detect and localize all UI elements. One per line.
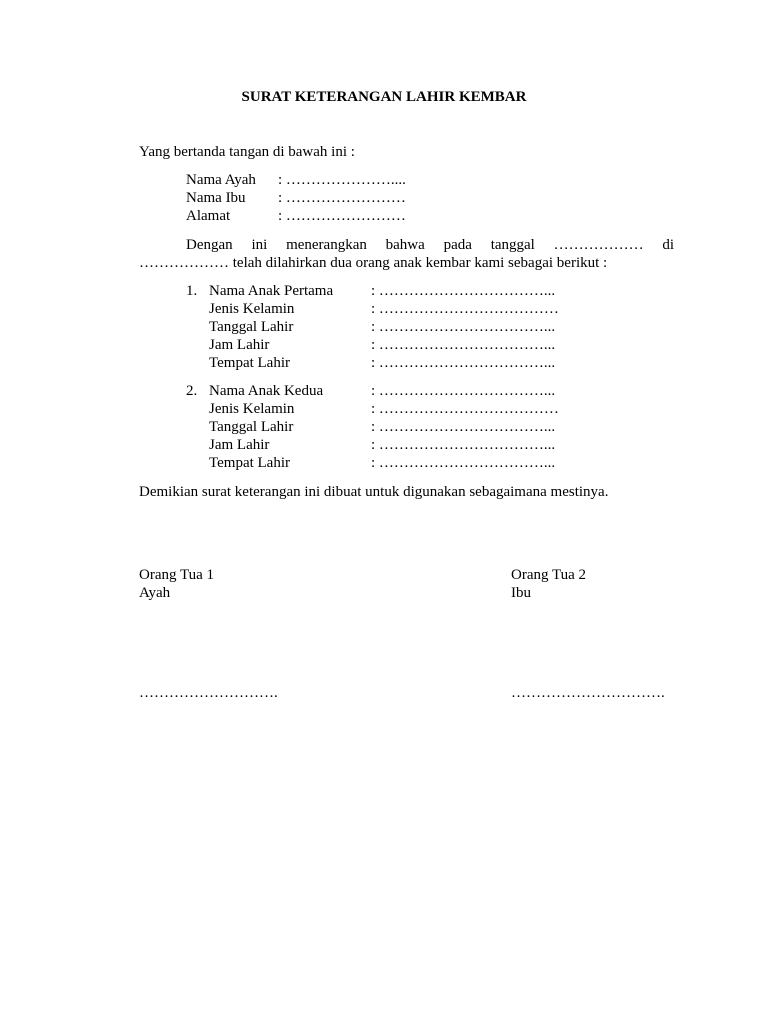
statement-word: ini <box>251 237 268 253</box>
field-label: Tanggal Lahir <box>209 319 294 335</box>
signature-block-father <box>139 566 214 602</box>
field-value: : ……………………………... <box>371 337 556 353</box>
field-label: Nama Ibu <box>186 190 246 206</box>
field-value: : ……………………………... <box>371 283 556 299</box>
field-label: Nama Anak Kedua <box>209 383 324 399</box>
field-value: : ……………………………... <box>371 419 556 435</box>
field-label: Jenis Kelamin <box>209 401 295 417</box>
field-value: : ……………………………... <box>371 455 556 471</box>
field-value: : ……………………………... <box>371 319 556 335</box>
field-label: Tanggal Lahir <box>209 419 294 435</box>
statement-word: bahwa <box>385 237 425 253</box>
signature-line-mother: …………………………. <box>511 685 665 701</box>
signature-person: Ibu <box>511 585 531 601</box>
field-label: Tempat Lahir <box>209 455 290 471</box>
child-number: 2. <box>186 383 198 399</box>
field-value: : ……………………………... <box>371 355 556 371</box>
closing-text: Demikian surat keterangan ini dibuat untuk digunakan sebagaimana mestinya. <box>139 484 609 500</box>
signature-role: Orang Tua 1 <box>139 567 215 583</box>
child-number: 1. <box>186 283 198 299</box>
field-value: : ……………………………... <box>371 383 556 399</box>
field-value: : ……………………………… <box>371 401 559 417</box>
field-label: Alamat <box>186 208 231 224</box>
statement-word: tanggal <box>490 237 535 253</box>
statement-word: Dengan <box>186 237 233 253</box>
field-label: Jenis Kelamin <box>209 301 295 317</box>
field-value: : ……………………………… <box>371 301 559 317</box>
statement-word: di <box>662 237 675 253</box>
field-label: Nama Ayah <box>186 172 256 188</box>
field-value: : ……………………………... <box>371 437 556 453</box>
field-value: : …………………… <box>278 190 406 206</box>
signature-block-mother <box>511 566 586 602</box>
field-label: Jam Lahir <box>209 437 270 453</box>
statement-word: pada <box>443 237 472 253</box>
signature-role: Orang Tua 2 <box>511 567 587 583</box>
statement-line-1 <box>186 236 674 254</box>
signature-line-father: ………………………. <box>139 685 278 701</box>
field-value: : ………………….... <box>278 172 406 188</box>
statement-word: ……………… <box>553 237 644 253</box>
field-label: Tempat Lahir <box>209 355 290 371</box>
signature-person: Ayah <box>139 585 171 601</box>
field-label: Nama Anak Pertama <box>209 283 334 299</box>
field-value: : …………………… <box>278 208 406 224</box>
statement-paragraph <box>139 236 674 272</box>
statement-line-2: ……………… telah dilahirkan dua orang anak kembar kami sebagai berikut : <box>139 255 608 271</box>
field-label: Jam Lahir <box>209 337 270 353</box>
document-title: SURAT KETERANGAN LAHIR KEMBAR <box>241 89 527 105</box>
intro-text: Yang bertanda tangan di bawah ini : <box>139 144 355 160</box>
statement-word: menerangkan <box>286 237 367 253</box>
